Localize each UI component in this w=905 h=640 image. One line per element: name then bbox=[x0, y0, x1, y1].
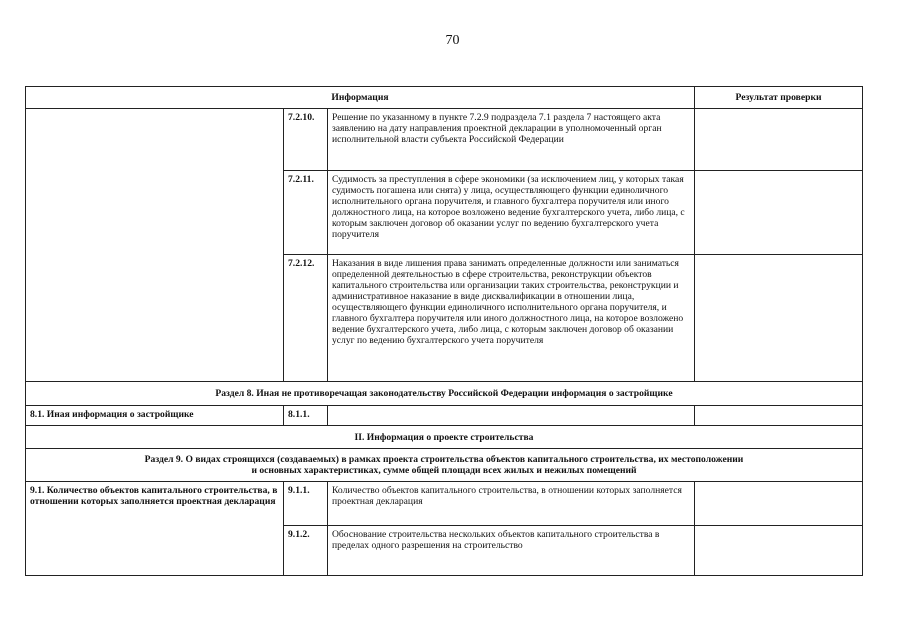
table-header-row bbox=[26, 87, 863, 109]
table-row bbox=[26, 482, 863, 526]
result-cell[interactable] bbox=[695, 406, 863, 426]
row-code: 7.2.12. bbox=[284, 255, 328, 382]
part-2-title: II. Информация о проекте строительства bbox=[26, 426, 863, 449]
row-text: Обоснование строительства нескольких объектов капитального строительства в пределах одного разрешения на строительство bbox=[328, 526, 695, 576]
result-cell[interactable] bbox=[695, 526, 863, 576]
result-cell[interactable] bbox=[695, 171, 863, 255]
row-code: 9.1.1. bbox=[284, 482, 328, 526]
page-number: 70 bbox=[445, 33, 460, 48]
table-row bbox=[26, 406, 863, 426]
row-label: 9.1. Количество объектов капитального строительства, в отношении которых заполняется проектная декларация bbox=[26, 482, 284, 576]
header-result: Результат проверки bbox=[695, 87, 863, 109]
result-cell[interactable] bbox=[695, 255, 863, 382]
row-text: Судимость за преступления в сфере экономики (за исключением лиц, у которых такая судимость погашена или снята) у лица, осуществляющего функции единоличного исполнительного органа поручителя, и главного бухгалтера поручителя или иного должностного лица, на которое возложено ведение бухгалтерского учета, либо лица, с которым заключен договор об оказании услуг по ведению бухгалтерского учета поручителя bbox=[328, 171, 695, 255]
section-9-title bbox=[26, 449, 863, 482]
row-text: Решение по указанному в пункте 7.2.9 подраздела 7.1 раздела 7 настоящего акта заявлению на дату направления проектной декларации в уполномоченный орган исполнительной власти субъекта Российской Федерации bbox=[328, 109, 695, 171]
row-code: 7.2.11. bbox=[284, 171, 328, 255]
section-8-title: Раздел 8. Иная не противоречащая законодательству Российской Федерации информация о застройщике bbox=[26, 382, 863, 406]
part-2-row bbox=[26, 426, 863, 449]
section-8-row bbox=[26, 382, 863, 406]
section-9-row bbox=[26, 449, 863, 482]
section-9-title-line-2: и основных характеристиках, сумме общей площади всех жилых и нежилых помещений bbox=[251, 465, 637, 476]
row-text: Наказания в виде лишения права занимать определенные должности или заниматься определенной деятельностью в сфере строительства, реконструкции объектов капитального строительства или организации таких строительства, реконструкции и административное наказание в виде дисквалификации в отношении лица, осуществляющего функции единоличного исполнительного органа поручителя, и главного бухгалтера поручителя или иного должностного лица, на которое возложено ведение бухгалтерского учета, либо лица, с которым заключен договор об оказании услуг по ведению бухгалтерского учета поручителя bbox=[328, 255, 695, 382]
result-cell[interactable] bbox=[695, 109, 863, 171]
row-code: 7.2.10. bbox=[284, 109, 328, 171]
empty-label-cell bbox=[26, 109, 284, 382]
header-info: Информация bbox=[26, 87, 695, 109]
table-row bbox=[26, 109, 863, 171]
inspection-table bbox=[25, 86, 863, 576]
row-code: 9.1.2. bbox=[284, 526, 328, 576]
row-text bbox=[328, 406, 695, 426]
result-cell[interactable] bbox=[695, 482, 863, 526]
row-text: Количество объектов капитального строительства, в отношении которых заполняется проектная декларация bbox=[328, 482, 695, 526]
row-label: 8.1. Иная информация о застройщике bbox=[26, 406, 284, 426]
section-9-title-line-1: Раздел 9. О видах строящихся (создаваемых) в рамках проекта строительства объектов капитального строительства, их местоположении bbox=[144, 454, 744, 465]
row-code: 8.1.1. bbox=[284, 406, 328, 426]
